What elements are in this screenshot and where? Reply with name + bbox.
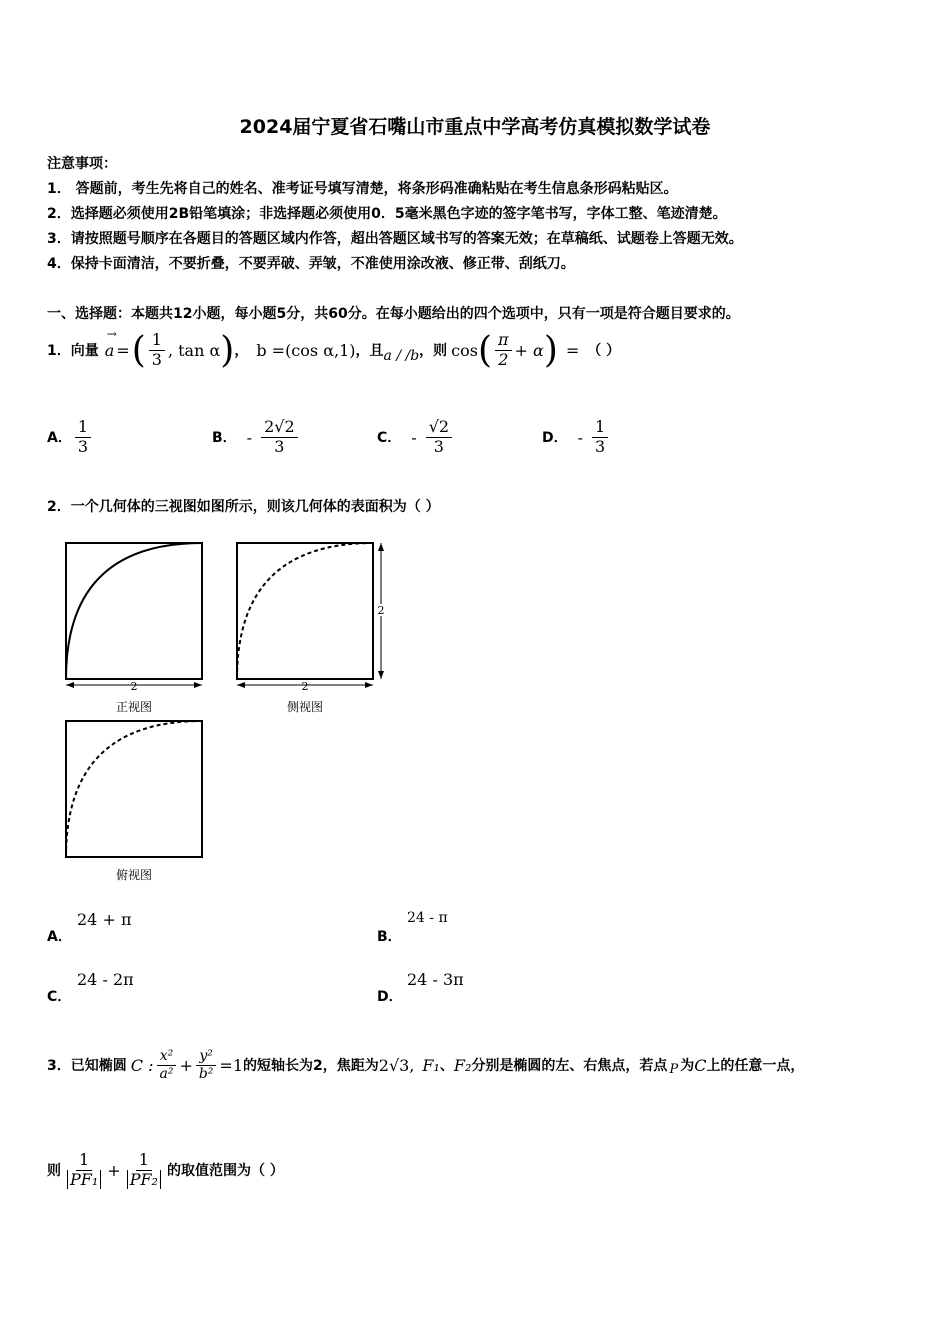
question-3: 3．已知椭圆 C : $\frac{\text{x²}}{\text{a²}}$ + $\frac{\text{y²}}{\text{b²}}$ =1 的短轴长为2，焦距为 2√3, F₁ 、 F₂ 分别是椭圆的左、右焦点，若点 P 为 C 上的任意一点， <box>47 1048 805 1082</box>
question-1: 1．向量 → a = ( $\frac{1}{3}$ , tan α ) ， b =(cos α,1) ，且 a / /b ，则 cos ( $\frac{\pi}{2}$ + α ) = （ ） <box>47 326 621 371</box>
q3-point-p: P <box>669 1061 679 1077</box>
side-view-label: 侧视图 <box>286 700 324 714</box>
height-dimension: 2 <box>377 604 385 617</box>
top-view-label: 俯视图 <box>115 868 153 882</box>
q1-option-c: C． - $\frac{√2}{3}$ <box>377 412 455 462</box>
q3-plus: + <box>179 1055 193 1075</box>
q1-comma: ， <box>234 343 249 359</box>
q1-and: ，且 <box>355 343 384 359</box>
q1-rparen: ) <box>220 329 235 371</box>
q1-option-a: A． $\frac{1}{3}$ <box>47 412 94 462</box>
question-3-line-2: 则 $\frac{1}{\text{PF₁}}$ + $\frac{1}{\text{PF₂}}$ 的取值范围为（ ） <box>47 1150 284 1189</box>
q1-equals-2: = <box>565 340 580 360</box>
q1-vector-a: → a <box>104 326 117 360</box>
q3-frac-pf1: $\frac{1}{\text{PF₁}}$ <box>64 1151 104 1189</box>
notice-heading: 注意事项： <box>47 156 117 172</box>
q3-x-frac: $\frac{\text{x²}}{\text{a²}}$ <box>156 1048 176 1081</box>
q1-vector-b: b =(cos α,1) <box>256 340 356 360</box>
q3-equals-one: =1 <box>219 1055 244 1075</box>
q3-prefix: 3．已知椭圆 <box>47 1058 127 1074</box>
q3-mid1: 的短轴长为2，焦距为 <box>243 1058 379 1074</box>
q3-tail: 的取值范围为（ ） <box>166 1163 284 1179</box>
q1-number: 1．向量 <box>47 343 99 359</box>
q3-curve-c: C <box>694 1055 707 1075</box>
q1-parallel: a / /b <box>383 348 420 364</box>
q3-frac-pf2: $\frac{1}{\text{PF₂}}$ <box>124 1151 164 1189</box>
top-view <box>66 721 202 857</box>
question-2: 2．一个几何体的三视图如图所示，则该几何体的表面积为（ ） <box>47 499 440 515</box>
q3-f2: F₂ <box>453 1055 472 1075</box>
side-dimension: 2 <box>301 680 309 693</box>
notice-item-4: 4．保持卡面清洁，不要折叠，不要弄破、弄皱，不准使用涂改液、修正带、刮纸刀。 <box>47 256 575 272</box>
page-title: 2024届宁夏省石嘴山市重点中学高考仿真模拟数学试卷 <box>239 116 711 138</box>
q3-f1: F₁ <box>422 1055 440 1075</box>
q1-answer-blank: （ ） <box>587 343 621 359</box>
q1-then: ，则 <box>419 343 448 359</box>
q1-option-d: D． - $\frac{1}{3}$ <box>542 412 611 462</box>
q3-y-frac: $\frac{\text{y²}}{\text{b²}}$ <box>196 1048 217 1081</box>
q1-cos: cos <box>451 340 478 360</box>
q3-mid3: 上的任意一点， <box>706 1058 805 1074</box>
q3-focal: 2√3, <box>378 1055 415 1075</box>
q3-mid2: 分别是椭圆的左、右焦点，若点 <box>471 1058 668 1074</box>
section-heading: 一、选择题：本题共12小题，每小题5分，共60分。在每小题给出的四个选项中，只有一项是符合题目要求的。 <box>47 306 740 322</box>
q1-tan: , tan α <box>167 340 221 360</box>
three-view-figure <box>55 533 395 893</box>
front-dimension: 2 <box>130 680 138 693</box>
q1-equals: = <box>116 340 130 360</box>
side-view <box>237 543 384 688</box>
notice-item-1: 1． 答题前，考生先将自己的姓名、准考证号填写清楚，将条形码准确粘贴在考生信息条形码粘贴区。 <box>47 181 678 197</box>
q1-lparen: ( <box>131 329 146 371</box>
q1-fraction: $\frac{1}{3}$ <box>149 331 165 369</box>
q1-option-b: B． - $\frac{2√2}{3}$ <box>212 412 301 462</box>
notice-item-3: 3．请按照题号顺序在各题目的答题区域内作答，超出答题区域书写的答案无效；在草稿纸、试题卷上答题无效。 <box>47 231 743 247</box>
front-view <box>66 543 202 688</box>
q3-c-colon: C : <box>130 1055 154 1075</box>
q1-plus-alpha: + α <box>514 340 544 360</box>
notice-item-2: 2．选择题必须使用2B铅笔填涂；非选择题必须使用0．5毫米黑色字迹的签字笔书写，字体工整、笔迹清楚。 <box>47 206 727 222</box>
front-view-label: 正视图 <box>115 700 153 714</box>
q1-pi-over-2: $\frac{\pi}{2}$ <box>495 331 512 369</box>
